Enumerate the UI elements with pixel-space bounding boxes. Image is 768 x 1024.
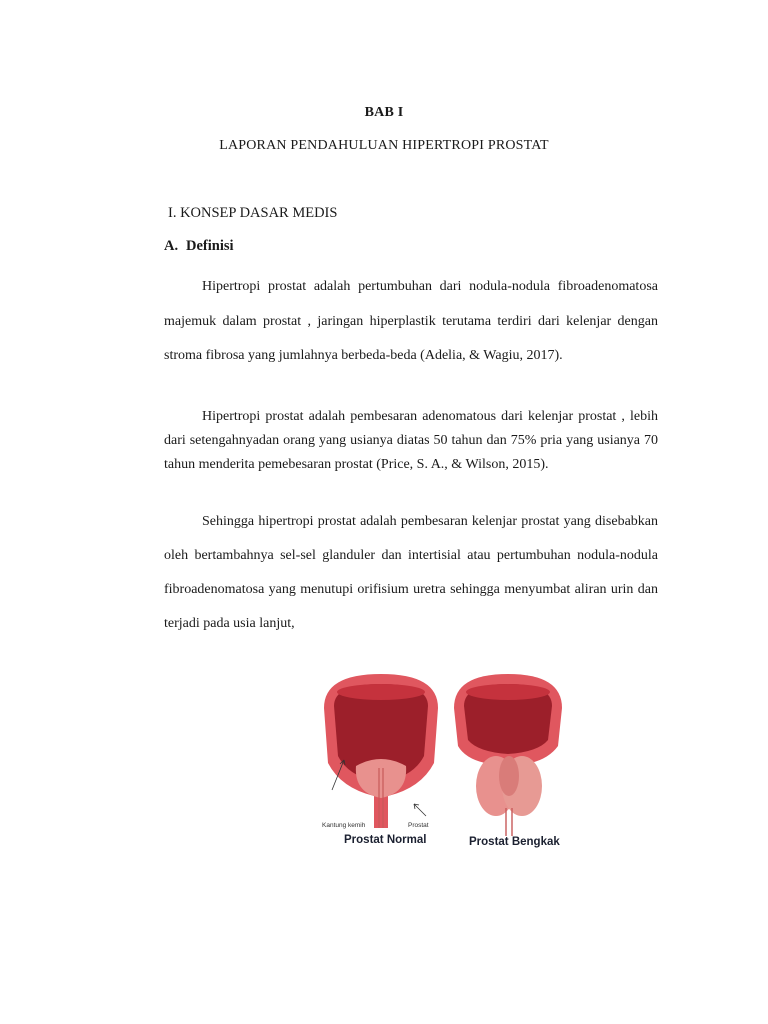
chapter-heading: BAB I (364, 105, 404, 120)
prostate-illustration (316, 668, 576, 858)
normal-bladder (324, 674, 438, 828)
enlarged-bladder (454, 674, 562, 836)
paragraph-3: Sehingga hipertropi prostat adalah pembesaran kelenjar prostat yang disebabkan oleh bertambahnya sel-sel glanduler dan intertisial atau pertumbuhan nodula-nodula fibroadenomatosa yang menutupi orifisium uretra sehingga menyumbat aliran urin dan terjadi pada usia lanjut, (164, 514, 658, 631)
prostate-diagram (316, 668, 576, 858)
caption-enlarged: Prostat Bengkak (469, 836, 560, 848)
subsection-number: A. (164, 238, 179, 254)
paragraph-1: Hipertropi prostat adalah pertumbuhan dari nodula-nodula fibroadenomatosa majemuk dalam prostat , jaringan hiperplastik terutama terdiri dari kelenjar dengan stroma fibrosa yang jumlahnya berbeda-beda (Adelia, & Wagiu, 2017). (164, 279, 658, 363)
subsection-label: Definisi (186, 238, 234, 254)
paragraph-2: Hipertropi prostat adalah pembesaran adenomatous dari kelenjar prostat , lebih dari setengahnyadan orang yang usianya diatas 50 tahun dan 75% pria yang usianya 70 tahun menderita pemebesaran prostat (Price, S. A., & Wilson, 2015). (164, 409, 658, 472)
label-bladder: Kantung kemih (322, 822, 366, 829)
report-title: LAPORAN PENDAHULUAN HIPERTROPI PROSTAT (219, 138, 549, 153)
label-prostate: Prostat (408, 822, 429, 829)
section-heading: I. KONSEP DASAR MEDIS (168, 205, 338, 221)
subsection-heading (164, 238, 234, 255)
caption-normal: Prostat Normal (344, 834, 427, 846)
